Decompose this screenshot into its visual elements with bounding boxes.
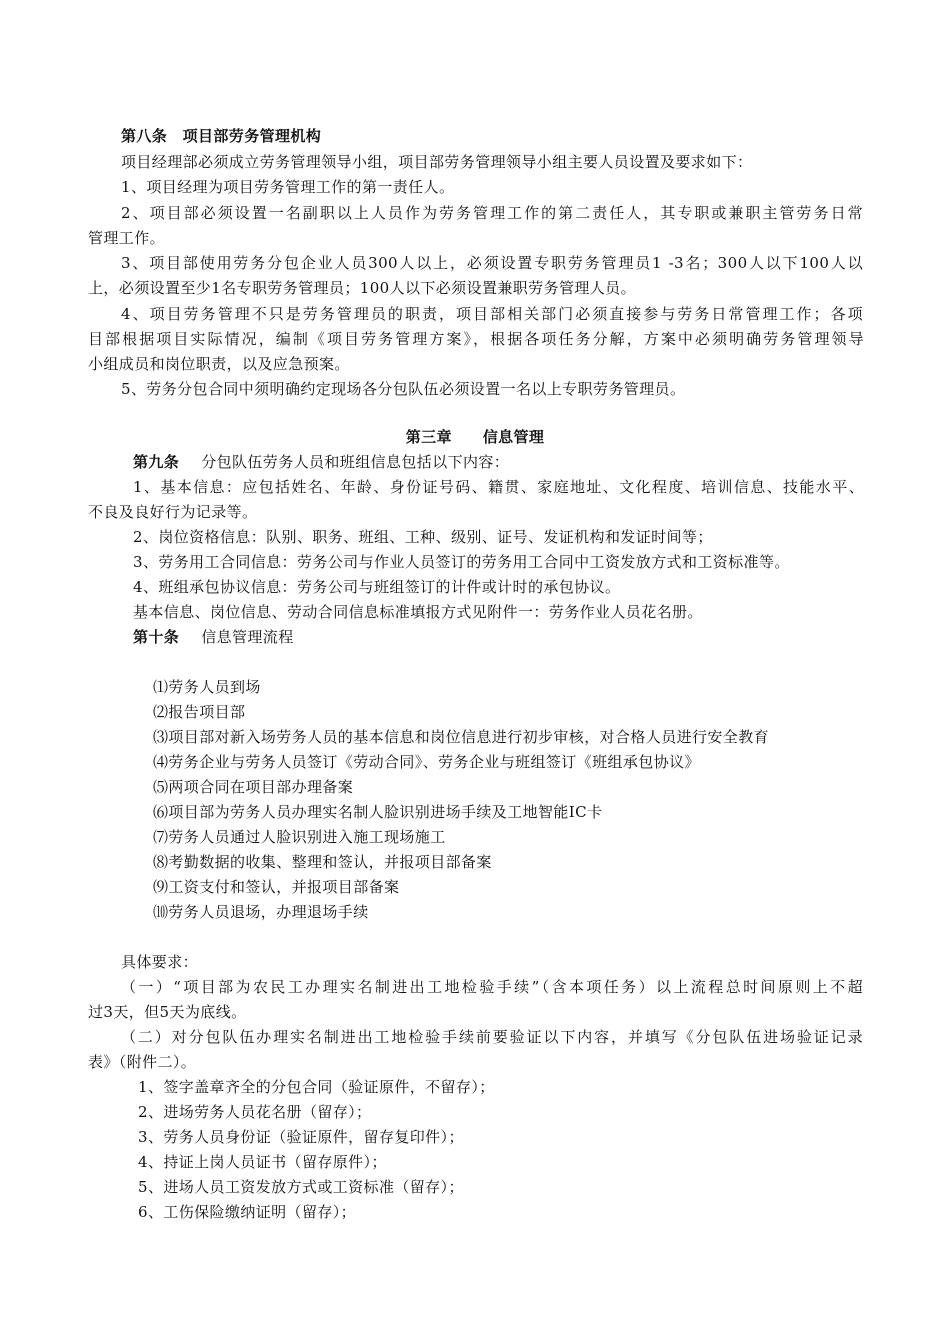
- article9-heading: [133, 453, 509, 471]
- flow-step: ⑸两项合同在项目部办理备案: [153, 778, 354, 796]
- article9-label: 第九条: [133, 453, 180, 471]
- paragraph-line: 2、岗位资格信息：队别、职务、班组、工种、级别、证号、发证机构和发证时间等；: [133, 528, 713, 546]
- paragraph-line: 目部根据项目实际情况，编制《项目劳务管理方案》，根据各项任务分解，方案中必须明确劳务管理领导: [88, 330, 864, 348]
- flow-step: ⑷劳务企业与劳务人员签订《劳动合同》、劳务企业与班组签订《班组承包协议》: [153, 753, 700, 771]
- paragraph-line: 上，必须设置至少1名专职劳务管理员；100人以下必须设置兼职劳务管理人员。: [88, 279, 636, 297]
- article9-intro: 分包队伍劳务人员和班组信息包括以下内容：: [201, 453, 510, 471]
- list-item: 2、进场劳务人员花名册（留存）；: [138, 1103, 372, 1121]
- flow-step: ⑽劳务人员退场，办理退场手续: [153, 903, 369, 921]
- paragraph-line: 项目经理部必须成立劳务管理领导小组，项目部劳务管理领导小组主要人员设置及要求如下：: [121, 153, 753, 171]
- paragraph-line: 表》（附件二）。: [88, 1053, 197, 1071]
- paragraph-line: 不良及良好行为记录等。: [88, 503, 258, 521]
- article10-title: 信息管理流程: [201, 628, 294, 646]
- paragraph-line: 小组成员和岗位职责，以及应急预案。: [88, 355, 350, 373]
- paragraph-line: （一）“项目部为农民工办理实名制进出工地检验手续”（含本项任务）以上流程总时间原则上不超: [121, 978, 863, 996]
- paragraph-line: 1、基本信息：应包括姓名、年龄、身份证号码、籍贯、家庭地址、文化程度、培训信息、技能水平、: [133, 478, 864, 496]
- list-item: 5、进场人员工资发放方式或工资标准（留存）；: [138, 1178, 464, 1196]
- flow-step: ⑵报告项目部: [153, 703, 246, 721]
- list-item: 6、工伤保险缴纳证明（留存）；: [138, 1203, 357, 1221]
- paragraph-line: 3、项目部使用劳务分包企业人员300人以上，必须设置专职劳务管理员1 -3名；300人以下100人以: [121, 254, 863, 272]
- article10-heading: [133, 628, 294, 646]
- flow-step: ⑼工资支付和签认，并报项目部备案: [153, 878, 400, 896]
- paragraph-line: （二）对分包队伍办理实名制进出工地检验手续前要验证以下内容，并填写《分包队伍进场验证记录: [121, 1028, 863, 1046]
- requirements-heading: 具体要求：: [121, 953, 199, 971]
- flow-step: ⑴劳务人员到场: [153, 678, 261, 696]
- paragraph-line: 管理工作。: [88, 229, 166, 247]
- paragraph-line: 1、项目经理为项目劳务管理工作的第一责任人。: [121, 178, 455, 196]
- paragraph-line: 4、项目劳务管理不只是劳务管理员的职责，项目部相关部门必须直接参与劳务日常管理工作；各项: [121, 305, 863, 323]
- article8-heading: 第八条 项目部劳务管理机构: [121, 127, 322, 145]
- list-item: 1、签字盖章齐全的分包合同（验证原件，不留存）；: [138, 1078, 495, 1096]
- paragraph-line: 5、劳务分包合同中须明确约定现场各分包队伍必须设置一名以上专职劳务管理员。: [121, 380, 686, 398]
- chapter-title: 第三章 信息管理: [405, 428, 545, 446]
- flow-step: ⑹项目部为劳务人员办理实名制人脸识别进场手续及工地智能IC卡: [153, 803, 603, 821]
- paragraph-line: 过3天，但5天为底线。: [88, 1003, 247, 1021]
- list-item: 3、劳务人员身份证（验证原件，留存复印件）；: [138, 1128, 464, 1146]
- paragraph-line: 3、劳务用工合同信息：劳务公司与作业人员签订的劳务用工合同中工资发放方式和工资标准等。: [133, 553, 790, 571]
- paragraph-line: 4、班组承包协议信息：劳务公司与班组签订的计件或计时的承包协议。: [133, 578, 621, 596]
- article10-label: 第十条: [133, 628, 180, 646]
- list-item: 4、持证上岗人员证书（留存原件）；: [138, 1153, 387, 1171]
- flow-step: ⑺劳务人员通过人脸识别进入施工现场施工: [153, 828, 446, 846]
- paragraph-line: 2、项目部必须设置一名副职以上人员作为劳务管理工作的第二责任人，其专职或兼职主管劳务日常: [121, 204, 863, 222]
- flow-step: ⑶项目部对新入场劳务人员的基本信息和岗位信息进行初步审核，对合格人员进行安全教育: [153, 728, 770, 746]
- paragraph-line: 基本信息、岗位信息、劳动合同信息标准填报方式见附件一：劳务作业人员花名册。: [133, 603, 703, 621]
- flow-step: ⑻考勤数据的收集、整理和签认，并报项目部备案: [153, 853, 492, 871]
